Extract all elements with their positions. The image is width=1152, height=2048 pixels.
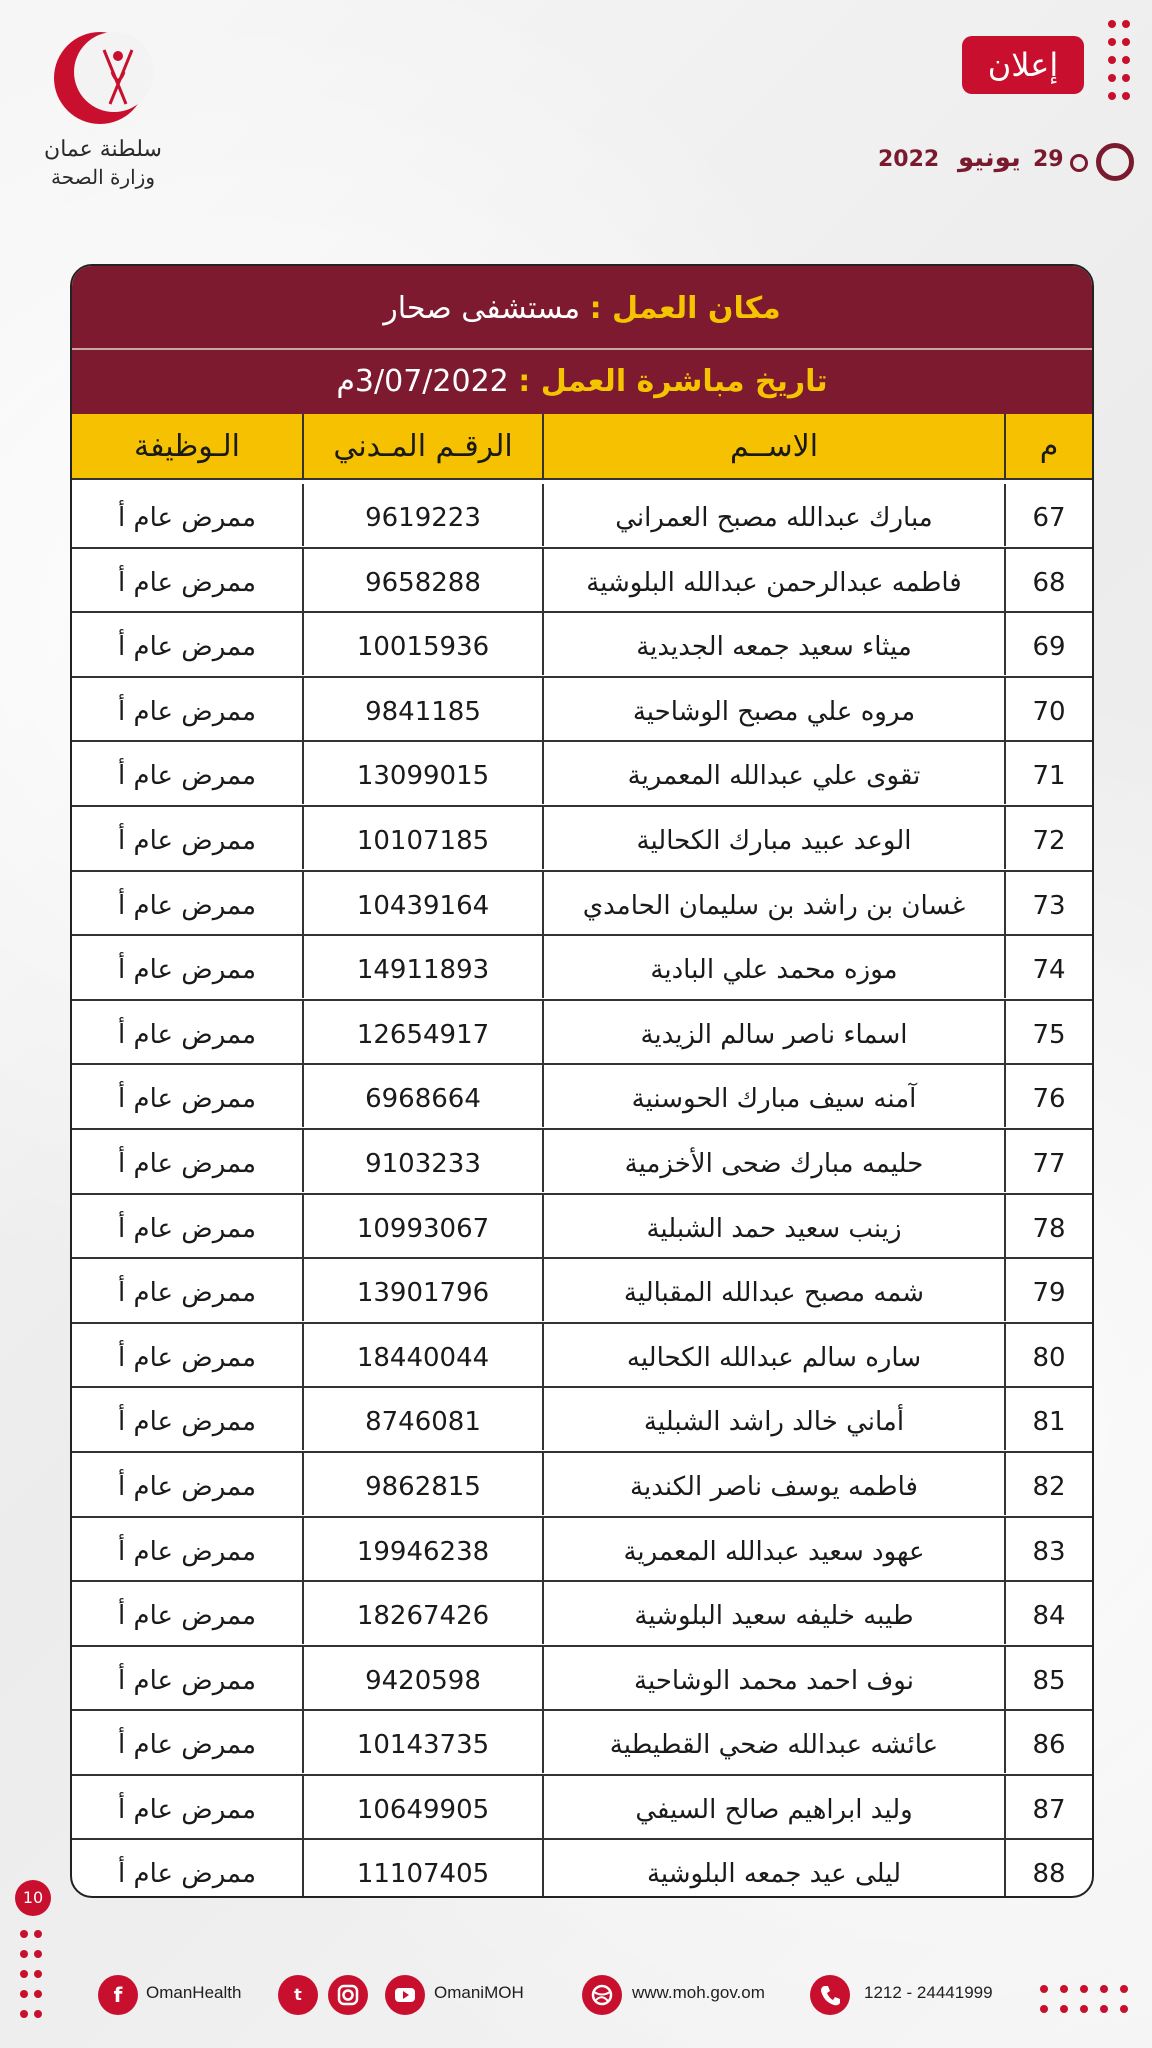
cell-name: ساره سالم عبدالله الكحاليه [542,1324,1004,1386]
youtube-icon[interactable] [385,1975,425,2015]
cell-job: ممرض عام أ [117,890,257,921]
table-row [72,1453,1092,1518]
cell-name: طيبه خليفه سعيد البلوشية [542,1582,1004,1644]
cell-job: ممرض عام أ [117,955,257,986]
cell-job: ممرض عام أ [117,1148,257,1179]
crescent-emblem-icon [28,26,178,136]
date-month: يونيو [958,143,1021,173]
cell-number: 82 [1004,1453,1092,1515]
cell-job: ممرض عام أ [117,1407,257,1438]
table-row [72,742,1092,807]
cell-number: 88 [1004,1840,1092,1898]
cell-job: ممرض عام أ [117,1471,257,1502]
cell-civil-id: 12654917 [302,1001,542,1063]
cell-number: 74 [1004,936,1092,998]
cell-name: فاطمه يوسف ناصر الكندية [542,1453,1004,1515]
start-date-line [72,354,1092,410]
cell-job: ممرض عام أ [117,1213,257,1244]
cell-number: 71 [1004,742,1092,804]
cell-number: 67 [1004,484,1092,546]
appointments-table [70,264,1094,1898]
table-body [72,484,1092,1898]
header-name: الاســم [542,414,1004,480]
start-date-value: 3/07/2022م [336,364,509,399]
cell-number: 77 [1004,1130,1092,1192]
cell-number: 76 [1004,1065,1092,1127]
cell-civil-id: 8746081 [302,1388,542,1450]
table-row [72,1065,1092,1130]
ministry-logo [28,26,178,196]
phone-icon[interactable] [810,1975,850,2015]
cell-civil-id: 9420598 [302,1647,542,1709]
table-row [72,1259,1092,1324]
table-row [72,549,1092,614]
table-row [72,678,1092,743]
cell-job: ممرض عام أ [117,1342,257,1373]
cell-job: ممرض عام أ [117,696,257,727]
cell-job: ممرض عام أ [117,1601,257,1632]
cell-number: 87 [1004,1776,1092,1838]
cell-name: ميثاء سعيد جمعه الجديدية [542,613,1004,675]
cell-job: ممرض عام أ [117,1665,257,1696]
footer-contacts [0,1975,1152,2025]
table-row [72,1001,1092,1066]
cell-civil-id: 9103233 [302,1130,542,1192]
cell-job: ممرض عام أ [117,825,257,856]
cell-civil-id: 18440044 [302,1324,542,1386]
cell-civil-id: 13901796 [302,1259,542,1321]
table-row [72,1388,1092,1453]
banner-divider [72,348,1092,350]
cell-name: حليمه مبارك ضحى الأخزمية [542,1130,1004,1192]
table-row [72,1647,1092,1712]
start-date-label: تاريخ مباشرة العمل : [518,364,828,399]
cell-number: 70 [1004,678,1092,740]
cell-name: عائشه عبدالله ضحي القطيطية [542,1711,1004,1773]
cell-number: 85 [1004,1647,1092,1709]
cell-civil-id: 9658288 [302,549,542,611]
cell-name: عهود سعيد عبدالله المعمرية [542,1518,1004,1580]
cell-civil-id: 10439164 [302,872,542,934]
facebook-handle[interactable]: OmanHealth [146,1983,242,2002]
table-row [72,807,1092,872]
ring-small-icon [1070,154,1088,172]
table-row [72,1324,1092,1389]
table-row [72,1776,1092,1841]
cell-name: مبارك عبدالله مصبح العمراني [542,484,1004,546]
cell-name: فاطمه عبدالرحمن عبدالله البلوشية [542,549,1004,611]
cell-civil-id: 10649905 [302,1776,542,1838]
cell-name: غسان بن راشد بن سليمان الحامدي [542,872,1004,934]
cell-name: آمنه سيف مبارك الحوسنية [542,1065,1004,1127]
cell-job: ممرض عام أ [117,503,257,533]
cell-civil-id: 10107185 [302,807,542,869]
header-job: الـوظيفة [134,429,240,464]
table-header [72,414,1092,480]
phone-number[interactable]: 1212 - 24441999 [864,1983,993,2002]
cell-job: ممرض عام أ [117,1019,257,1050]
cell-number: 78 [1004,1195,1092,1257]
cell-name: زينب سعيد حمد الشبلية [542,1195,1004,1257]
cell-civil-id: 13099015 [302,742,542,804]
cell-civil-id: 19946238 [302,1518,542,1580]
cell-job: ممرض عام أ [117,1794,257,1825]
cell-job: ممرض عام أ [117,761,257,792]
website-link[interactable]: www.moh.gov.om [632,1983,765,2002]
table-row [72,613,1092,678]
cell-civil-id: 14911893 [302,936,542,998]
workplace-line [72,284,1092,334]
instagram-icon[interactable] [328,1975,368,2015]
cell-number: 81 [1004,1388,1092,1450]
header-number: م [1004,414,1092,480]
cell-civil-id: 9841185 [302,678,542,740]
cell-name: الوعد عبيد مبارك الكحالية [542,807,1004,869]
workplace-label: مكان العمل : [589,291,781,326]
date-day: 29 [1033,147,1064,172]
workplace-value: مستشفى صحار [383,291,581,326]
table-row [72,484,1092,549]
header-civil-id: الرقـم المـدني [302,414,542,480]
cell-civil-id: 9619223 [302,484,542,546]
cell-job: ممرض عام أ [117,567,257,598]
twitter-icon[interactable]: t [278,1975,318,2015]
cell-civil-id: 18267426 [302,1582,542,1644]
cell-number: 80 [1004,1324,1092,1386]
cell-name: شمه مصبح عبدالله المقبالية [542,1259,1004,1321]
cell-number: 79 [1004,1259,1092,1321]
facebook-icon[interactable]: f [98,1975,138,2015]
cell-number: 72 [1004,807,1092,869]
cell-job: ممرض عام أ [117,1730,257,1761]
announcement-date [870,145,1140,181]
table-banner [72,266,1092,414]
social-handle[interactable]: OmaniMOH [434,1983,524,2002]
table-row [72,1195,1092,1260]
date-year: 2022 [878,147,940,172]
cell-civil-id: 6968664 [302,1065,542,1127]
cell-name: اسماء ناصر سالم الزيدية [542,1001,1004,1063]
cell-civil-id: 10015936 [302,613,542,675]
cell-name: موزه محمد علي البادية [542,936,1004,998]
cell-number: 69 [1004,613,1092,675]
cell-number: 86 [1004,1711,1092,1773]
cell-number: 83 [1004,1518,1092,1580]
table-row [72,872,1092,937]
cell-name: نوف احمد محمد الوشاحية [542,1647,1004,1709]
cell-number: 73 [1004,872,1092,934]
logo-text-country: سلطنة عمان [44,137,162,162]
table-row [72,1840,1092,1898]
cell-number: 75 [1004,1001,1092,1063]
cell-civil-id: 11107405 [302,1840,542,1898]
cell-job: ممرض عام أ [117,1536,257,1567]
cell-name: وليد ابراهيم صالح السيفي [542,1776,1004,1838]
cell-name: مروه علي مصبح الوشاحية [542,678,1004,740]
cell-job: ممرض عام أ [117,1859,257,1890]
announcement-badge: إعلان [962,36,1084,94]
cell-name: تقوى علي عبدالله المعمرية [542,742,1004,804]
cell-civil-id: 10993067 [302,1195,542,1257]
cell-name: أماني خالد راشد الشبلية [542,1388,1004,1450]
table-row [72,1518,1092,1583]
logo-text-ministry: وزارة الصحة [51,165,155,189]
cell-job: ممرض عام أ [117,1084,257,1115]
page-number-badge: 10 [15,1880,51,1916]
decorative-dots [1108,20,1132,130]
cell-number: 68 [1004,549,1092,611]
cell-name: ليلى عيد جمعه البلوشية [542,1840,1004,1898]
table-row [72,1711,1092,1776]
web-icon[interactable] [582,1975,622,2015]
table-row [72,1582,1092,1647]
cell-job: ممرض عام أ [117,632,257,663]
ring-big-icon [1096,143,1134,181]
cell-job: ممرض عام أ [117,1278,257,1309]
table-row [72,1130,1092,1195]
cell-number: 84 [1004,1582,1092,1644]
table-row [72,936,1092,1001]
cell-civil-id: 9862815 [302,1453,542,1515]
cell-civil-id: 10143735 [302,1711,542,1773]
